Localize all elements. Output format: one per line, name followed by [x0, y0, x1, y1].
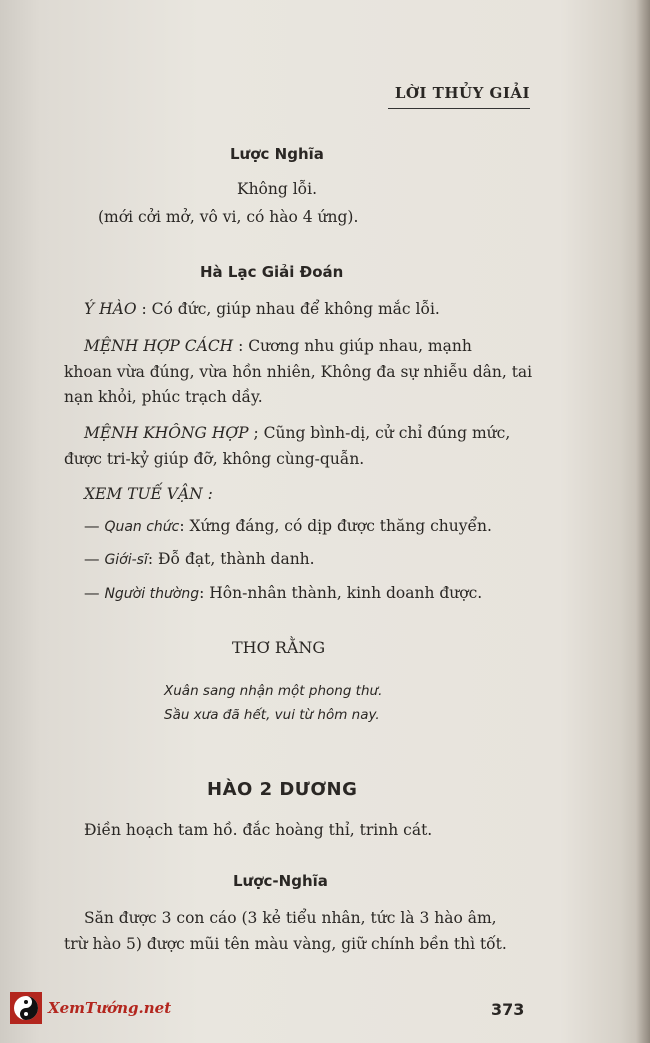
y-hao-label: Ý HÀO: [84, 300, 137, 318]
running-head-rule: [388, 108, 530, 109]
menh-khong-label: MỆNH KHÔNG HỢP: [84, 424, 249, 442]
menh-hop-line-1: [84, 337, 472, 355]
luoc-nghia-2-line-1: Săn được 3 con cáo (3 kẻ tiểu nhân, tức là 3 hào âm,: [84, 909, 497, 927]
item-text: : Hôn-nhân thành, kinh doanh được.: [199, 584, 483, 602]
book-spine-edge: [636, 0, 650, 1043]
luoc-nghia-line-1: Không lỗi.: [237, 180, 318, 198]
menh-khong-text-1: ; Cũng bình-dị, cử chỉ đúng mức,: [253, 424, 511, 442]
list-item: [84, 550, 315, 568]
menh-hop-label: MỆNH HỢP CÁCH: [84, 337, 234, 355]
menh-hop-text-1: : Cương nhu giúp nhau, mạnh: [238, 337, 472, 355]
item-label: Giới-sĩ: [104, 552, 148, 568]
menh-hop-line-2: khoan vừa đúng, vừa hồn nhiên, Không đa sự nhiễu dân, tai: [64, 363, 533, 381]
y-hao-line: [84, 300, 440, 318]
running-head: LỜI THỦY GIẢI: [394, 84, 530, 102]
menh-khong-line-1: [84, 424, 510, 442]
giai-doan-heading: Hà Lạc Giải Đoán: [200, 263, 344, 281]
menh-khong-line-2: được tri-kỷ giúp đỡ, không cùng-quẫn.: [64, 450, 365, 468]
menh-hop-line-3: nạn khỏi, phúc trạch dầy.: [64, 388, 263, 406]
luoc-nghia-2-heading: Lược-Nghĩa: [233, 872, 328, 890]
dash: —: [84, 517, 105, 535]
luoc-nghia-line-2: (mới cởi mở, vô vi, có hào 4 ứng).: [98, 208, 359, 226]
item-label: Quan chức: [104, 519, 180, 535]
poem-line-1: Xuân sang nhận một phong thư.: [164, 683, 383, 699]
page-number: 373: [491, 1000, 525, 1019]
hao-2-text: Điền hoạch tam hồ. đắc hoàng thỉ, trinh cát.: [84, 821, 433, 839]
item-text: : Đỗ đạt, thành danh.: [147, 550, 315, 568]
item-label: Người thường: [104, 586, 200, 602]
watermark-logo-text: XemTướng.net: [48, 999, 172, 1017]
poem-line-2: Sầu xưa đã hết, vui từ hôm nay.: [164, 707, 380, 723]
poem-heading: THƠ RẰNG: [232, 638, 326, 657]
luoc-nghia-2-line-2: trừ hào 5) được mũi tên màu vàng, giữ chính bền thì tốt.: [64, 935, 507, 953]
list-item: [84, 517, 492, 535]
dash: —: [84, 550, 105, 568]
xem-tue-van: XEM TUẾ VẬN :: [84, 485, 213, 503]
y-hao-text: : Có đức, giúp nhau để không mắc lỗi.: [141, 300, 440, 318]
yin-yang-icon: [10, 992, 42, 1024]
dash: —: [84, 584, 105, 602]
luoc-nghia-heading: Lược Nghĩa: [230, 145, 324, 163]
list-item: [84, 584, 482, 602]
hao-2-title: HÀO 2 DƯƠNG: [207, 779, 358, 800]
watermark-logo: [10, 992, 171, 1024]
item-text: : Xứng đáng, có dịp được thăng chuyển.: [179, 517, 492, 535]
